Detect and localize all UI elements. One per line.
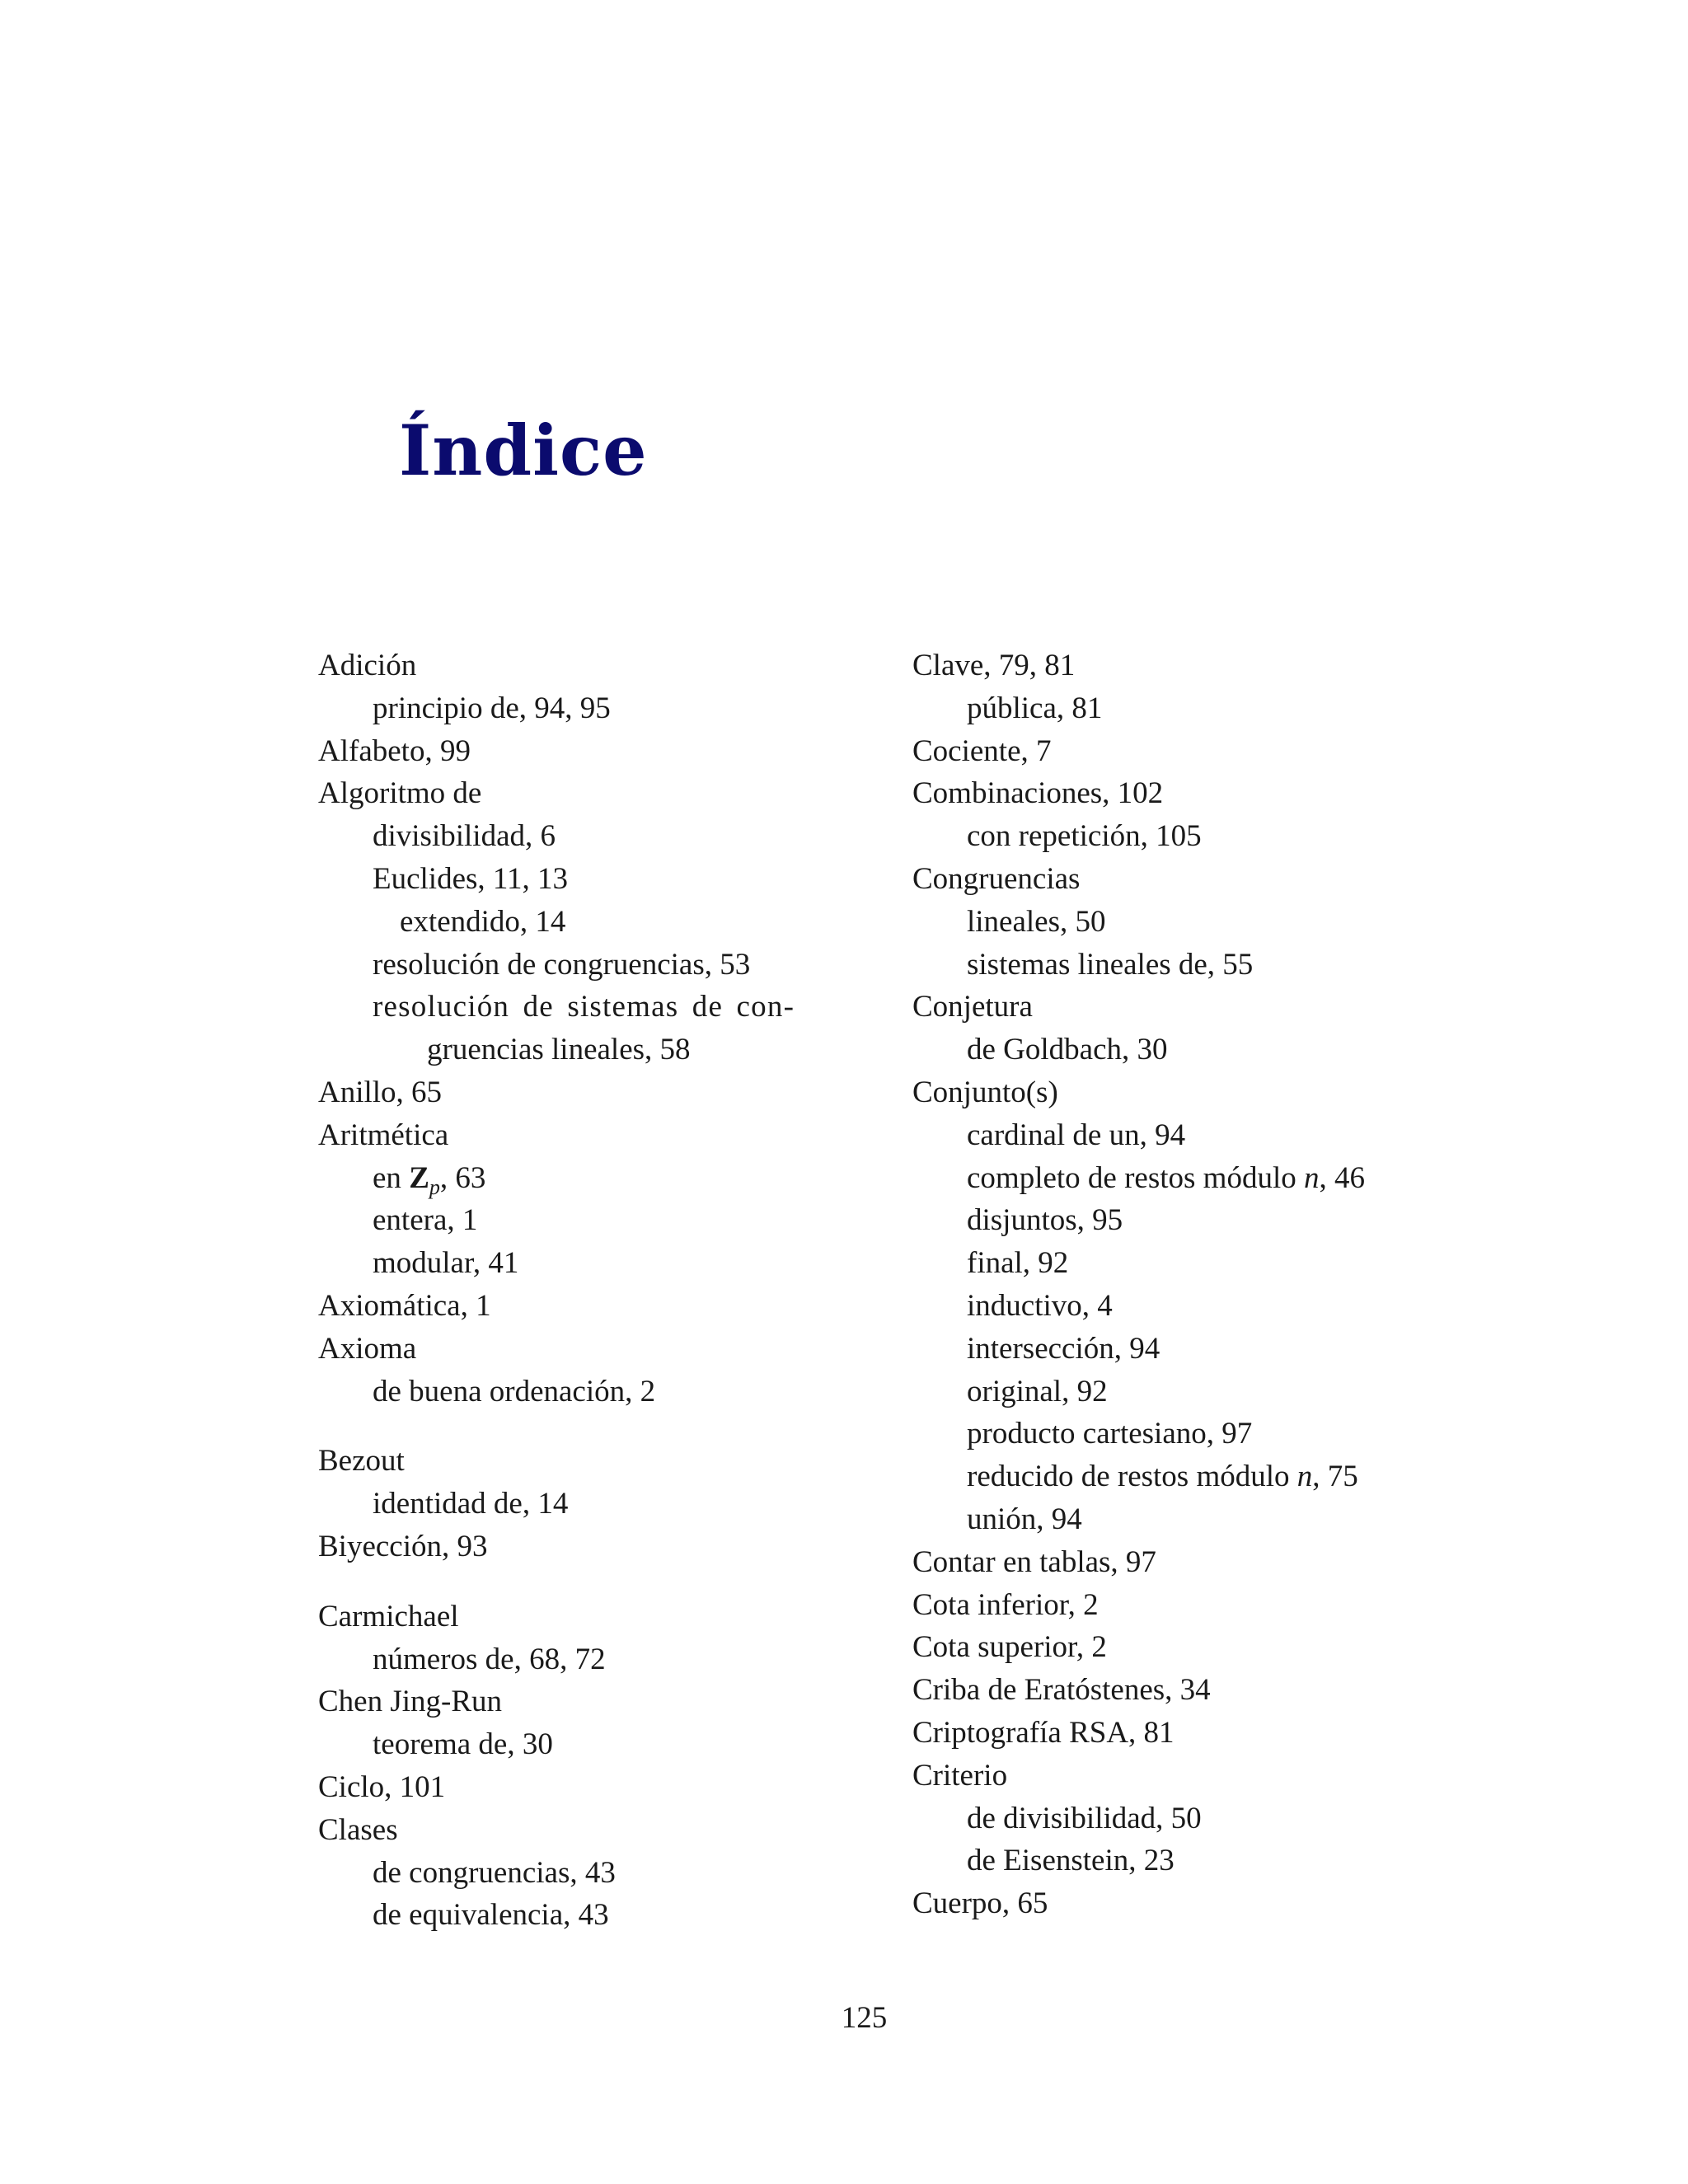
index-subentry: sistemas lineales de, 55 <box>967 947 1254 982</box>
index-subentry: de divisibilidad, 50 <box>967 1801 1202 1835</box>
math-variable: n <box>1304 1160 1320 1195</box>
index-subentry: de congruencias, 43 <box>373 1855 616 1890</box>
index-entry: Congruencias <box>912 861 1081 896</box>
index-entry: Axioma <box>318 1331 417 1366</box>
index-column-left <box>318 644 846 1937</box>
index-entry: Combinaciones, 102 <box>912 776 1164 811</box>
index-subentry: identidad de, 14 <box>373 1487 569 1521</box>
index-entry: Axiomática, 1 <box>318 1288 491 1323</box>
index-entry: Conjunto(s) <box>912 1075 1058 1109</box>
index-entry: Clave, 79, 81 <box>912 649 1076 682</box>
index-entry: Cota inferior, 2 <box>912 1587 1099 1622</box>
index-subentry: resolución de congruencias, 53 <box>373 947 751 982</box>
index-subentry: original, 92 <box>967 1374 1108 1408</box>
index-subentry <box>912 1157 1440 1200</box>
index-subentry: de buena ordenación, 2 <box>373 1374 656 1408</box>
index-subentry: final, 92 <box>967 1246 1069 1281</box>
index-entry: Criptografía RSA, 81 <box>912 1715 1175 1750</box>
index-subentry: pública, 81 <box>967 691 1103 725</box>
letter-group-gap <box>318 1568 846 1596</box>
index-entry: Aritmética <box>318 1118 449 1152</box>
index-entry: Cociente, 7 <box>912 733 1052 768</box>
index-entry: Chen Jing-Run <box>318 1685 503 1719</box>
index-entry: Criterio <box>912 1758 1008 1793</box>
index-subentry: con repetición, 105 <box>967 819 1202 854</box>
index-entry: Cuerpo, 65 <box>912 1886 1048 1921</box>
index-entry: Conjetura <box>912 990 1033 1024</box>
index-entry: Biyección, 93 <box>318 1529 488 1563</box>
index-subentry <box>318 1157 846 1200</box>
math-subscript: p <box>429 1174 440 1199</box>
entry-pages: , 46 <box>1319 1160 1365 1195</box>
index-subentry: cardinal de un, 94 <box>967 1118 1186 1152</box>
index-entry: Ciclo, 101 <box>318 1769 446 1804</box>
index-subentry: de equivalencia, 43 <box>373 1898 609 1933</box>
index-subentry: disjuntos, 95 <box>967 1203 1123 1238</box>
index-subentry: inductivo, 4 <box>967 1288 1113 1323</box>
index-subentry: resolución de sistemas de con- <box>373 990 795 1024</box>
index-subentry: modular, 41 <box>373 1246 519 1281</box>
page-title: Índice <box>399 410 648 491</box>
entry-text: completo de restos módulo <box>967 1160 1304 1195</box>
index-subentry-continuation: gruencias lineales, 58 <box>427 1033 691 1067</box>
index-subentry: entera, 1 <box>373 1203 478 1238</box>
index-entry: Carmichael <box>318 1599 459 1633</box>
index-entry: Cota superior, 2 <box>912 1630 1107 1665</box>
index-subentry: principio de, 94, 95 <box>373 691 611 725</box>
index-subentry: producto cartesiano, 97 <box>967 1417 1253 1451</box>
index-column-right <box>912 644 1440 1925</box>
index-subentry: teorema de, 30 <box>373 1727 553 1762</box>
index-entry: Anillo, 65 <box>318 1075 443 1109</box>
index-entry: Criba de Eratóstenes, 34 <box>912 1673 1211 1708</box>
index-subentry: de Eisenstein, 23 <box>967 1844 1175 1878</box>
letter-group-gap <box>318 1413 846 1440</box>
entry-text: en <box>373 1160 410 1195</box>
index-subentry: Euclides, 11, 13 <box>373 861 569 896</box>
index-subentry: de Goldbach, 30 <box>967 1033 1168 1067</box>
index-subentry: números de, 68, 72 <box>373 1642 606 1676</box>
entry-text: reducido de restos módulo <box>967 1460 1297 1494</box>
index-entry: Alfabeto, 99 <box>318 733 471 768</box>
entry-pages: , 75 <box>1312 1460 1358 1494</box>
index-subentry: lineales, 50 <box>967 904 1106 939</box>
entry-pages: , 63 <box>439 1160 486 1195</box>
math-symbol: Z <box>409 1160 429 1195</box>
page-number: 125 <box>841 2001 888 2035</box>
index-entry: Clases <box>318 1812 398 1847</box>
index-entry: Contar en tablas, 97 <box>912 1544 1156 1579</box>
index-subentry: divisibilidad, 6 <box>373 819 556 854</box>
index-subsubentry: extendido, 14 <box>400 904 566 939</box>
index-subentry: unión, 94 <box>967 1502 1082 1536</box>
index-subentry: intersección, 94 <box>967 1331 1160 1366</box>
index-entry: Algoritmo de <box>318 776 482 811</box>
index-entry: Adición <box>318 649 417 682</box>
math-variable: n <box>1296 1460 1313 1494</box>
index-subentry <box>912 1455 1440 1498</box>
index-entry: Bezout <box>318 1444 405 1479</box>
